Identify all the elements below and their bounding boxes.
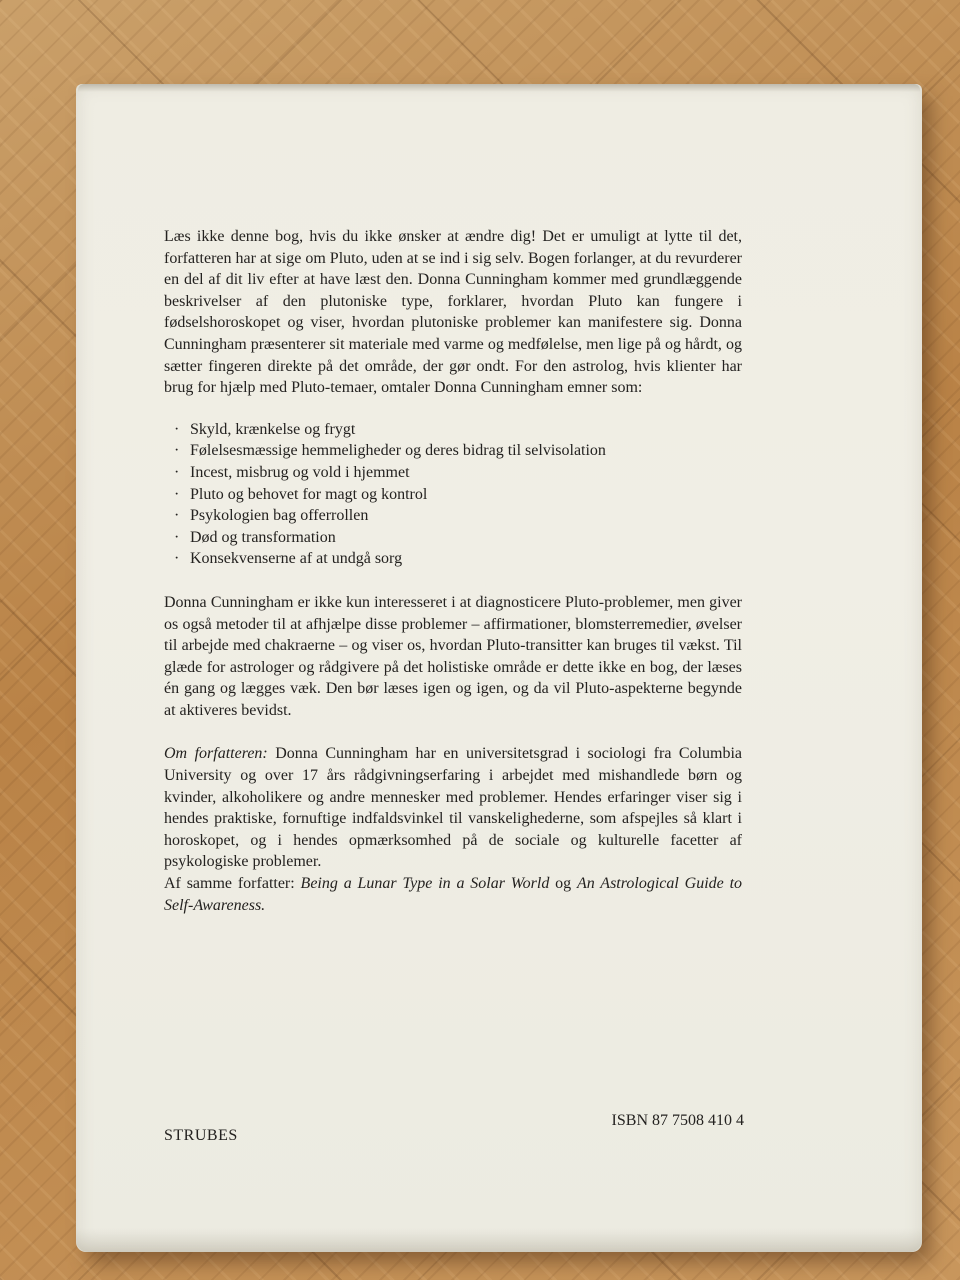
methods-paragraph: Donna Cunningham er ikke kun interesseret i at diagnosticere Pluto-problemer, men giver os også metoder til at afhjælpe disse problemer – affirmationer, blomsterremedier, øvelser til arbejde med chakraerne – og viser os, hvordan Pluto-transitter kan bruges til vækst. Til glæde for astrologer og rådgivere på det holistiske område er dette ikke en bog, der læses én gang og lægges væk. Den bør læses igen og igen, og da vil Pluto-aspekterne begynde at aktiveres bevidst. — [164, 593, 742, 719]
list-item — [164, 440, 742, 462]
author-bio: Donna Cunningham har en universitetsgrad i sociologi fra Columbia University og over 17 års rådgivningserfaring i arbejdet med mishandlede børn og kvinder, alkoholikere og andre mennesker med problemer. Hendes erfaringer viser sig i hendes praktiske, fornuftige indfaldsvinkel til vanskelighederne, som afspejles så klart i horoskopet, og i hendes opmærksomhed på de sociale og kulturelle facetter af psykologiske problemer. — [164, 745, 742, 871]
list-item — [164, 548, 742, 570]
list-item — [164, 527, 742, 549]
topic-text: Følelsesmæssige hemmeligheder og deres bidrag til selvisolation — [190, 442, 606, 460]
bullet-marker: · — [174, 463, 180, 481]
bullet-marker: · — [174, 485, 180, 503]
same-author-line — [164, 873, 742, 916]
other-book-title-1: Being a Lunar Type in a Solar World — [300, 875, 550, 893]
bullet-marker: · — [174, 420, 180, 438]
topic-text: Pluto og behovet for magt og kontrol — [190, 485, 428, 503]
title-connector: og — [555, 875, 572, 893]
book-bottom-edge — [76, 1228, 922, 1252]
isbn-number: ISBN 87 7508 410 4 — [611, 1112, 744, 1129]
topic-text: Død og transformation — [190, 528, 336, 546]
intro-paragraph: Læs ikke denne bog, hvis du ikke ønsker at ændre dig! Det er umuligt at lytte til det, forfatteren har at sige om Pluto, uden at se ind i sig selv. Bogen forlanger, at du revurderer en del af dit liv efter at have læst den. Donna Cunningham kommer med grundlæggende beskrivelser af den plutoniske type, forklarer, hvordan Pluto kan fungere i fødselshoroskopet og viser, hvordan plutoniske problemer kan manifestere sig. Donna Cunningham præsenterer sit materiale med varme og medfølelse, men lige på og hårdt, og sætter fingeren direkte på det område, der gør ondt. For den astrolog, hvis klienter har brug for hjælp med Pluto-temaer, omtaler Donna Cunningham emner som: — [164, 228, 742, 397]
bullet-marker: · — [174, 507, 180, 525]
same-author-label: Af samme forfatter: — [164, 875, 295, 893]
bullet-marker: · — [174, 528, 180, 546]
blurb-text-block — [164, 226, 742, 916]
author-paragraph — [164, 743, 742, 873]
topic-text: Incest, misbrug og vold i hjemmet — [190, 463, 410, 481]
paragraph-gap — [164, 721, 742, 743]
publisher-name: STRUBES — [164, 1127, 238, 1144]
author-label: Om forfatteren: — [164, 745, 268, 763]
list-item — [164, 505, 742, 527]
list-item — [164, 462, 742, 484]
topic-text: Konsekvenserne af at undgå sorg — [190, 550, 403, 568]
list-item — [164, 484, 742, 506]
bullet-marker: · — [174, 550, 180, 568]
topic-list — [164, 419, 742, 570]
list-item — [164, 419, 742, 441]
bullet-marker: · — [174, 442, 180, 460]
topic-text: Psykologien bag offerrollen — [190, 507, 369, 525]
topic-text: Skyld, krænkelse og frygt — [190, 420, 356, 438]
book-top-edge — [78, 84, 920, 92]
other-book-title-2: An Astrological Guide to Self-Awareness. — [164, 875, 743, 914]
